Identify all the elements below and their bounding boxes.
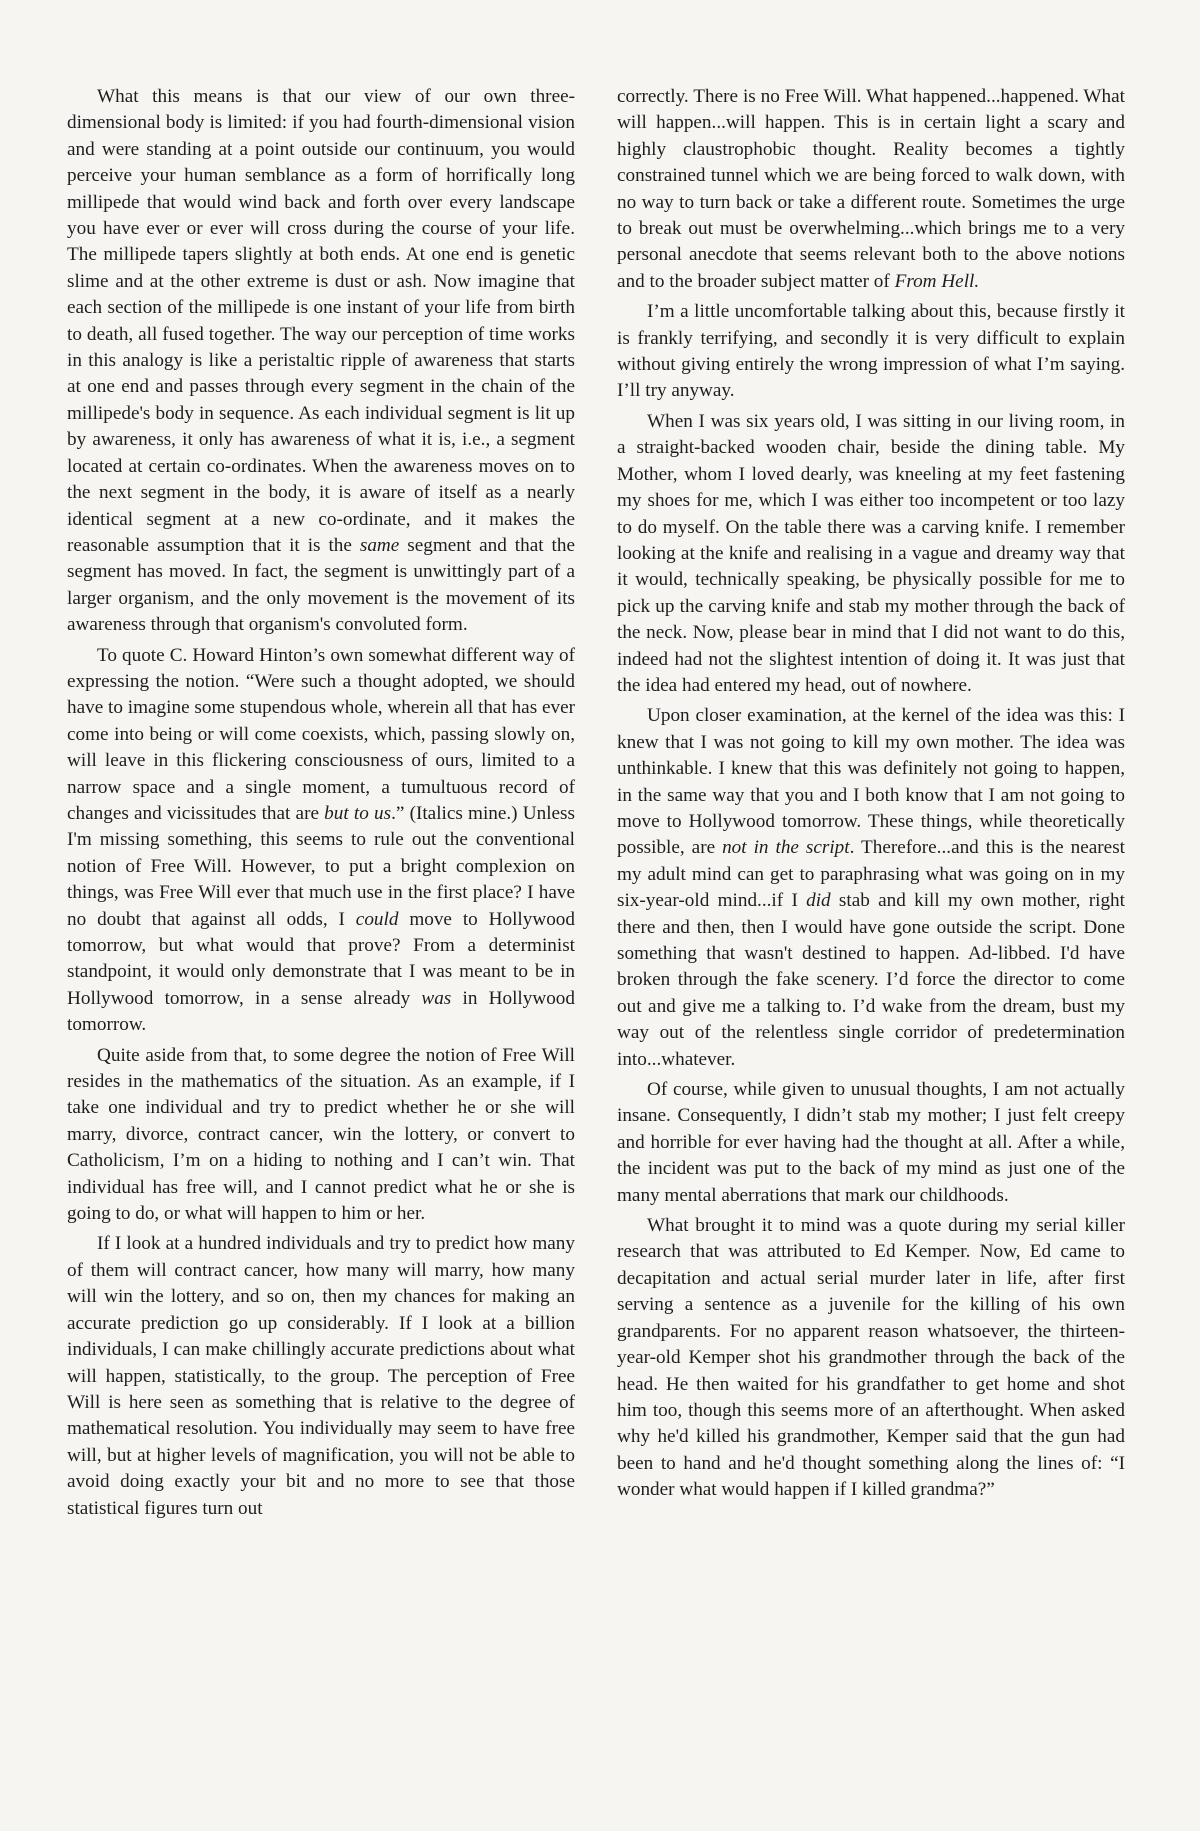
paragraph <box>617 1077 1125 1209</box>
text-run: .” (Italics mine.) Unless I'm missing something, this seems to rule out the conventional notion of Free Will. However, to put a bright complexion on things, was Free Will ever that much use in the first place? I have no doubt that against all odds, I <box>67 802 575 930</box>
italic-text-run: did <box>806 890 831 912</box>
text-run: What this means is that our view of our own three-dimensional body is limited: if you had fourth-dimensional vision and were standing at a point outside our continuum, you would perceive your human semblance as a form of horrifically long millipede that would wind back and forth over every landscape you have ever or ever will cross during the course of your life. The millipede tapers slightly at both ends. At one end is genetic slime and at the other extreme is dust or ash. Now imagine that each section of the millipede is one instant of your life from birth to death, all fused together. The way our perception of time works in this analogy is like a peristaltic ripple of awareness that starts at one end and passes through every segment in the chain of the millipede's body in sequence. As each individual segment is lit up by awareness, it only has awareness of what it is, i.e., a segment located at certain co-ordinates. When the awareness moves on to the next segment in the body, it is aware of itself as a nearly identical segment at a new co-ordinate, and it makes the reasonable assumption that it is the <box>67 86 575 556</box>
text-run: segment and that the segment has moved. In fact, the segment is unwittingly part of a larger organism, and the only movement is the movement of its awareness through that organism's convoluted form. <box>67 534 575 636</box>
right-column <box>617 84 1125 1526</box>
paragraph <box>67 643 575 1039</box>
paragraph <box>617 1213 1125 1503</box>
text-run: move to Hollywood tomorrow, but what would that prove? From a determinist standpoint, it would only demonstrate that I was meant to be in Hollywood tomorrow, in a sense already <box>67 908 575 1009</box>
paragraph <box>67 84 575 639</box>
text-run: To quote C. Howard Hinton’s own somewhat different way of expressing the notion. “Were such a thought adopted, we should have to imagine some stupendous whole, wherein all that has ever come into being or will come coexists, which, passing slowly on, will leave in this flickering consciousness of ours, limited to a narrow space and a single moment, a tumultuous record of changes and vicissitudes that are <box>67 644 575 824</box>
italic-text-run: not in the script <box>722 837 850 859</box>
paragraph <box>617 84 1125 295</box>
text-run: correctly. There is no Free Will. What happened...happened. What will happen...will happen. This is in certain light a scary and highly claustrophobic thought. Reality becomes a tightly constrained tunnel which we are being forced to walk down, with no way to turn back or take a different route. Sometimes the urge to break out must be overwhelming...which brings me to a very personal anecdote that seems relevant both to the above notions and to the broader subject matter of <box>617 86 1125 292</box>
paragraph <box>617 409 1125 699</box>
paragraph <box>67 1231 575 1521</box>
text-columns <box>67 84 1125 1526</box>
text-run: stab and kill my own mother, right there and then, then I would have gone outside the script. Done something that wasn't destined to happen. Ad-libbed. I'd have broken through the fake scenery. I’d force the director to come out and give me a talking to. I’d wake from the dream, bust my way out of the relentless single corridor of predetermination into...whatever. <box>617 890 1125 1070</box>
text-run: in Hollywood tomorrow. <box>67 987 575 1036</box>
text-run: What brought it to mind was a quote during my serial killer research that was attributed to Ed Kemper. Now, Ed came to decapitation and actual serial murder later in life, after first serving a sentence as a juvenile for the killing of his own grandparents. For no apparent reason whatsoever, the thirteen-year-old Kemper shot his grandmother through the back of the head. He then waited for his grandfather to get home and shot him too, though this seems more of an afterthought. When asked why he'd killed his grandmother, Kemper said that the gun had been to hand and he'd thought something along the lines of: “I wonder what would happen if I killed grandma?” <box>617 1215 1125 1501</box>
text-run: . Therefore...and this is the nearest my adult mind can get to paraphrasing what was going on in my six-year-old mind...if I <box>617 837 1125 912</box>
italic-text-run: same <box>359 534 400 556</box>
text-run: Quite aside from that, to some degree the notion of Free Will resides in the mathematics of the situation. As an example, if I take one individual and try to predict whether he or she will marry, divorce, contract cancer, win the lottery, or convert to Catholicism, I’m on a hiding to nothing and I can’t win. That individual has free will, and I cannot predict what he or she is going to do, or what will happen to him or her. <box>67 1044 575 1225</box>
italic-text-run: From Hell. <box>894 270 980 292</box>
italic-text-run: was <box>421 987 452 1009</box>
paragraph <box>67 1043 575 1228</box>
paragraph <box>617 703 1125 1073</box>
text-run: Upon closer examination, at the kernel of the idea was this: I knew that I was not going to kill my own mother. The idea was unthinkable. I knew that this was definitely not going to happen, in the same way that you and I both know that I am not going to move to Hollywood tomorrow. These things, while theoretically possible, are <box>617 705 1125 859</box>
left-column <box>67 84 575 1526</box>
text-run: When I was six years old, I was sitting in our living room, in a straight-backed wooden chair, beside the dining table. My Mother, whom I loved dearly, was kneeling at my feet fastening my shoes for me, which I was either too incompetent or too lazy to do myself. On the table there was a carving knife. I remember looking at the knife and realising in a vague and dreamy way that it would, technically speaking, be physically possible for me to pick up the carving knife and stab my mother through the back of the neck. Now, please bear in mind that I did not want to do this, indeed had not the slightest intention of doing it. It was just that the idea had entered my head, out of nowhere. <box>617 410 1125 696</box>
text-run: I’m a little uncomfortable talking about this, because firstly it is frankly terrifying, and secondly it is very difficult to explain without giving entirely the wrong impression of what I’m saying. I’ll try anyway. <box>617 301 1125 402</box>
italic-text-run: could <box>355 908 399 930</box>
text-run: If I look at a hundred individuals and try to predict how many of them will contract cancer, how many will marry, how many will win the lottery, and so on, then my chances for making an accurate prediction go up considerably. If I look at a billion individuals, I can make chillingly accurate predictions about what will happen, statistically, to the group. The perception of Free Will is here seen as something that is relative to the degree of mathematical resolution. You individually may seem to have free will, but at higher levels of magnification, you will not be able to avoid doing exactly your bit and no more to see that those statistical figures turn out <box>67 1233 575 1519</box>
text-run: Of course, while given to unusual thoughts, I am not actually insane. Consequently, I didn’t stab my mother; I just felt creepy and horrible for ever having had the thought at all. After a while, the incident was put to the back of my mind as just one of the many mental aberrations that mark our childhoods. <box>617 1079 1125 1206</box>
italic-text-run: but to us <box>324 802 392 824</box>
paragraph <box>617 299 1125 405</box>
